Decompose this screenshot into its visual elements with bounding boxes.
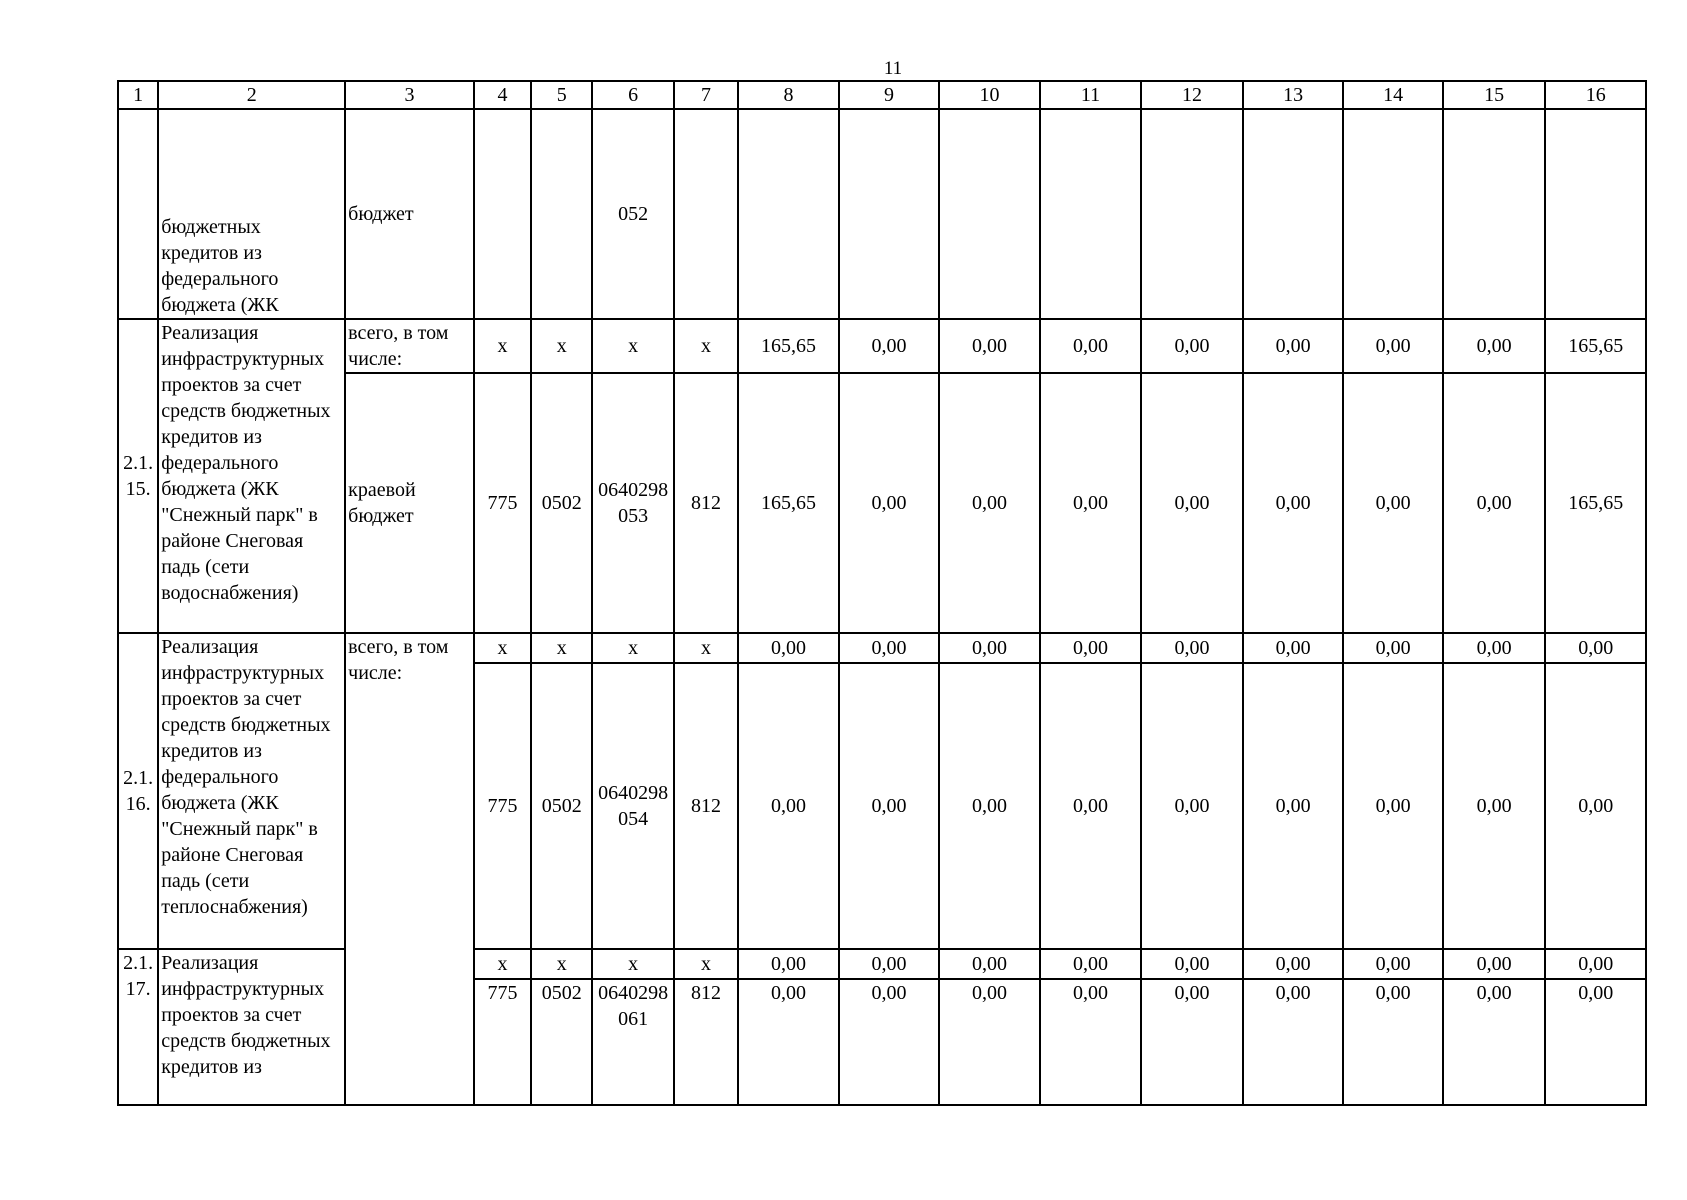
column-header: 10 xyxy=(939,81,1040,109)
value-cell: 0,00 xyxy=(1141,373,1243,633)
value-cell: 0,00 xyxy=(839,663,940,949)
code-cell: x xyxy=(531,633,592,663)
value-cell: 0,00 xyxy=(839,633,940,663)
value-cell: 0,00 xyxy=(1040,949,1142,979)
table-row xyxy=(118,373,1646,633)
value-cell: 0,00 xyxy=(1243,633,1344,663)
value-cell xyxy=(839,109,940,319)
value-cell: 0,00 xyxy=(1443,979,1546,1105)
column-header: 9 xyxy=(839,81,940,109)
value-cell: 165,65 xyxy=(1545,373,1646,633)
value-cell: 165,65 xyxy=(1545,319,1646,373)
table-row xyxy=(118,319,1646,373)
value-cell xyxy=(1443,109,1546,319)
funding-source-cell: краевой бюджет xyxy=(345,373,474,633)
funding-source-cell: бюджет xyxy=(345,109,474,319)
value-cell: 0,00 xyxy=(1243,979,1344,1105)
value-cell: 0,00 xyxy=(1545,663,1646,949)
page-number: 11 xyxy=(883,58,903,79)
column-header: 11 xyxy=(1040,81,1142,109)
value-cell: 0,00 xyxy=(1243,319,1344,373)
funding-source-cell: всего, в том числе: xyxy=(345,633,474,1105)
column-header: 2 xyxy=(158,81,345,109)
value-cell: 0,00 xyxy=(1141,319,1243,373)
value-cell: 0,00 xyxy=(1141,663,1243,949)
value-cell: 0,00 xyxy=(1343,319,1443,373)
column-header: 15 xyxy=(1443,81,1546,109)
code-cell: x xyxy=(474,319,531,373)
value-cell: 0,00 xyxy=(1040,633,1142,663)
value-cell: 0,00 xyxy=(1443,949,1546,979)
code-cell xyxy=(674,109,738,319)
value-cell: 0,00 xyxy=(1040,373,1142,633)
value-cell: 0,00 xyxy=(738,633,839,663)
value-cell: 0,00 xyxy=(839,373,940,633)
value-cell xyxy=(1343,109,1443,319)
row-number-cell: 2.1. 15. xyxy=(118,319,158,633)
value-cell: 0,00 xyxy=(1141,633,1243,663)
value-cell: 0,00 xyxy=(738,949,839,979)
column-header: 16 xyxy=(1545,81,1646,109)
code-cell xyxy=(474,109,531,319)
value-cell: 0,00 xyxy=(1443,633,1546,663)
value-cell xyxy=(1141,109,1243,319)
code-cell: 775 xyxy=(474,373,531,633)
code-cell: 0640298 053 xyxy=(592,373,673,633)
value-cell: 0,00 xyxy=(939,979,1040,1105)
value-cell xyxy=(1545,109,1646,319)
code-cell: 775 xyxy=(474,979,531,1105)
value-cell: 0,00 xyxy=(1545,633,1646,663)
value-cell xyxy=(738,109,839,319)
value-cell: 0,00 xyxy=(839,319,940,373)
value-cell: 0,00 xyxy=(939,663,1040,949)
code-cell: 775 xyxy=(474,663,531,949)
table-row xyxy=(118,633,1646,663)
measure-name-cell: Реализация инфраструктурных проектов за счет средств бюджетных кредитов из xyxy=(158,949,345,1105)
value-cell: 0,00 xyxy=(1443,319,1546,373)
value-cell: 0,00 xyxy=(1040,979,1142,1105)
column-header: 5 xyxy=(531,81,592,109)
value-cell: 0,00 xyxy=(839,979,940,1105)
value-cell: 0,00 xyxy=(1343,949,1443,979)
value-cell: 0,00 xyxy=(1141,949,1243,979)
value-cell: 0,00 xyxy=(1343,979,1443,1105)
value-cell: 0,00 xyxy=(1243,949,1344,979)
code-cell xyxy=(531,109,592,319)
measure-name-cell: бюджетных кредитов из федерального бюджета (ЖК xyxy=(158,109,345,319)
code-cell: x xyxy=(592,319,673,373)
code-cell: x xyxy=(674,949,738,979)
value-cell: 0,00 xyxy=(1545,949,1646,979)
value-cell: 0,00 xyxy=(839,949,940,979)
value-cell: 0,00 xyxy=(1443,663,1546,949)
code-cell: x xyxy=(474,949,531,979)
value-cell: 0,00 xyxy=(1243,663,1344,949)
value-cell: 165,65 xyxy=(738,319,839,373)
value-cell: 0,00 xyxy=(939,633,1040,663)
code-cell: x xyxy=(531,949,592,979)
header-row xyxy=(118,81,1646,109)
code-cell: x xyxy=(474,633,531,663)
code-cell: x xyxy=(592,949,673,979)
value-cell: 0,00 xyxy=(1141,979,1243,1105)
value-cell xyxy=(939,109,1040,319)
code-cell: 0640298 061 xyxy=(592,979,673,1105)
row-number-cell: 2.1. 16. xyxy=(118,633,158,949)
column-header: 6 xyxy=(592,81,673,109)
code-cell: x xyxy=(674,319,738,373)
column-header: 8 xyxy=(738,81,839,109)
column-header: 12 xyxy=(1141,81,1243,109)
code-cell: x xyxy=(674,633,738,663)
code-cell: 812 xyxy=(674,663,738,949)
value-cell xyxy=(1243,109,1344,319)
code-cell: 812 xyxy=(674,979,738,1105)
column-header: 13 xyxy=(1243,81,1344,109)
value-cell: 0,00 xyxy=(939,319,1040,373)
measure-name-cell: Реализация инфраструктурных проектов за счет средств бюджетных кредитов из федерального бюджета (ЖК "Снежный парк" в районе Снеговая падь (сети теплоснабжения) xyxy=(158,633,345,949)
value-cell xyxy=(1040,109,1142,319)
value-cell: 0,00 xyxy=(1545,979,1646,1105)
code-cell: 812 xyxy=(674,373,738,633)
funding-source-cell: всего, в том числе: xyxy=(345,319,474,373)
column-header: 1 xyxy=(118,81,158,109)
value-cell: 0,00 xyxy=(939,949,1040,979)
value-cell: 0,00 xyxy=(738,663,839,949)
code-cell: x xyxy=(531,319,592,373)
table-row xyxy=(118,109,1646,319)
column-header: 7 xyxy=(674,81,738,109)
value-cell: 165,65 xyxy=(738,373,839,633)
code-cell: 052 xyxy=(592,109,673,319)
row-number-cell: 2.1. 17. xyxy=(118,949,158,1105)
value-cell: 0,00 xyxy=(1443,373,1546,633)
value-cell: 0,00 xyxy=(738,979,839,1105)
measure-name-cell: Реализация инфраструктурных проектов за счет средств бюджетных кредитов из федерального бюджета (ЖК "Снежный парк" в районе Снеговая падь (сети водоснабжения) xyxy=(158,319,345,633)
column-header: 14 xyxy=(1343,81,1443,109)
value-cell: 0,00 xyxy=(1243,373,1344,633)
value-cell: 0,00 xyxy=(1040,319,1142,373)
value-cell: 0,00 xyxy=(939,373,1040,633)
value-cell: 0,00 xyxy=(1343,633,1443,663)
row-number-cell xyxy=(118,109,158,319)
column-header: 3 xyxy=(345,81,474,109)
budget-table xyxy=(117,80,1647,1106)
code-cell: 0640298 054 xyxy=(592,663,673,949)
code-cell: 0502 xyxy=(531,373,592,633)
value-cell: 0,00 xyxy=(1040,663,1142,949)
code-cell: x xyxy=(592,633,673,663)
column-header: 4 xyxy=(474,81,531,109)
value-cell: 0,00 xyxy=(1343,373,1443,633)
value-cell: 0,00 xyxy=(1343,663,1443,949)
code-cell: 0502 xyxy=(531,979,592,1105)
code-cell: 0502 xyxy=(531,663,592,949)
